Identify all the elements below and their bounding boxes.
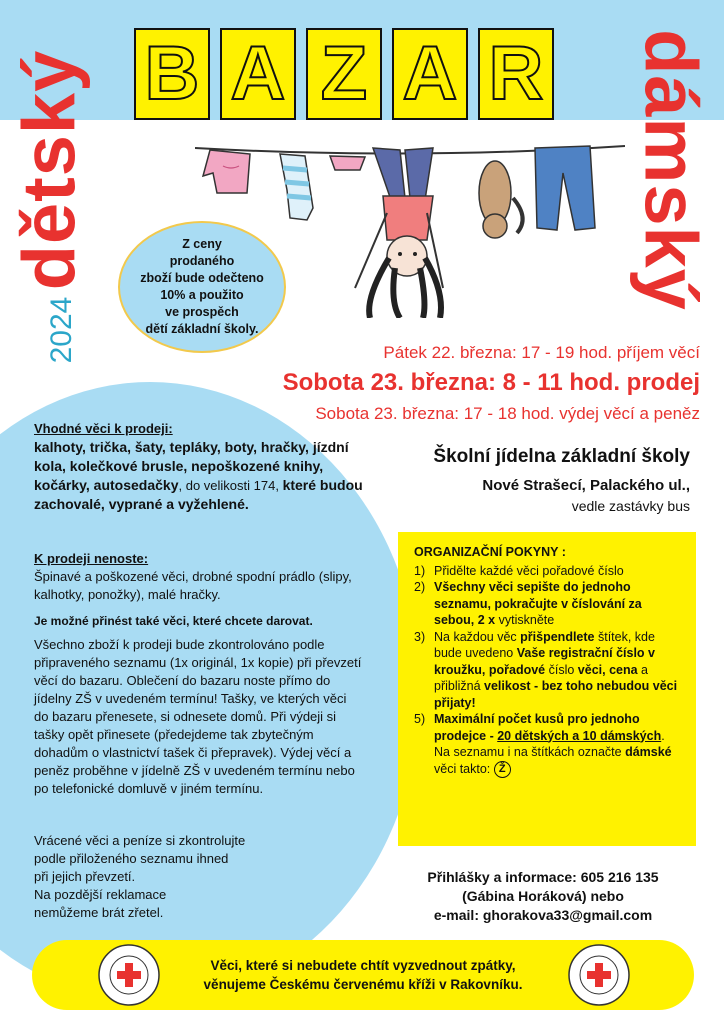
vertical-title-right: dámský (629, 29, 713, 311)
title-letter-r: R (478, 28, 554, 120)
return-check-paragraph: Vrácené věci a peníze si zkontrolujte podle přiloženého seznamu ihned při jejich převzetí. Na pozdější reklamace nemůžeme brát zřetel. (34, 833, 246, 920)
charity-bubble: Z ceny prodaného zboží bude odečteno 10% a použito ve prospěch dětí základní školy. (118, 221, 286, 353)
red-cross-logo-left-icon (96, 942, 162, 1008)
not-accepted-block: K prodeji nenoste: Špinavé a poškozené věci, drobné spodní prádlo (slipy, kalhotky, ponožky), malé hračky. (34, 551, 352, 602)
instruction-1: 1) Přidělte každé věci pořadové číslo (414, 563, 624, 578)
instruction-5: 5) Maximální počet kusů pro jednoho prodejce - 20 dětských a 10 dámských. Na seznamu i na štítkách označte dámské věci takto: Ž (414, 711, 684, 778)
schedule-sale: Sobota 23. března: 8 - 11 hod. prodej (282, 369, 700, 396)
inspection-paragraph: Všechno zboží k prodeji bude zkontrolováno podle připraveného seznamu (1x originál, 1x kopie) při převzetí věcí do bazaru. Oblečení do bazaru noste přímo do jídelny ZŠ v uvedeném termínu! Tašky, ve kterých věci do bazaru přenesete, si odnesete domů. Při výdeji si tašky opět přinesete (předejdeme tak zbytečným dohadům o vlastnictví tašek či přepravek). Výdej věcí a peněz proběhne v jídelně ZŠ v uvedeném termínu nebo po telefonické domluvě v jiném termínu. (34, 637, 362, 796)
title-letter-a1: A (220, 28, 296, 120)
schedule-intake: Pátek 22. března: 17 - 19 hod. příjem věcí (383, 343, 700, 362)
footer-donation-note: Věci, které si nebudete chtít vyzvednout zpátky, věnujeme Českému červenému kříži v Rakovníku. (32, 940, 694, 1010)
suitable-items-block: Vhodné věci k prodeji: kalhoty, trička, šaty, tepláky, boty, hračky, jízdní kola, kolečkové brusle, nepoškozené knihy, kočárky, autosedačky, do velikosti 174, které budou zachovalé, vyprané a vyžehlené. (34, 421, 363, 512)
jeans-icon (535, 146, 595, 230)
venue-address: Nové Strašecí, Palackého ul., (482, 477, 690, 494)
donate-note: Je možné přinést také věci, které chcete darovat. (34, 614, 313, 628)
venue-name: Školní jídelna základní školy (433, 446, 690, 467)
venue-note: vedle zastávky bus (571, 498, 690, 514)
title-letter-b: B (134, 28, 210, 120)
vertical-title-left: dětský (7, 49, 91, 291)
instruction-2: 2) Všechny věci sepište do jednoho seznamu, pokračujte v číslování za sebou, 2 x vytiskněte (414, 580, 642, 627)
instruction-3: 3) Na každou věc přišpendlete štítek, kde bude uvedeno Vaše registrační číslo v kroužku, pořadové číslo věci, cena a přibližná velikost - bez toho nebudou věci přijaty! (414, 629, 678, 710)
title-letter-z: Z (306, 28, 382, 120)
pink-underwear-icon (330, 156, 365, 170)
organization-instructions: ORGANIZAČNÍ POKYNY : 1) Přidělte každé věci pořadové číslo 2) Všechny věci sepište do jednoho seznamu, pokračujte v číslování za sebou, 2 x vytiskněte 3) Na každou věc přišpendlete štítek, kde bude uvedeno Vaše registrační číslo v kroužku, pořadové číslo věci, cena a přibližná velikost - bez toho nebudou věci přijaty! 5) Maximální počet kusů pro jednoho prodejce - 20 dětských a 10 dámských. Na seznamu i na štítkách označte dámské věci takto: Ž (398, 532, 696, 846)
year-label: 2024 (45, 296, 78, 364)
schedule-return: Sobota 23. března: 17 - 18 hod. výdej věcí a peněz (315, 404, 700, 423)
title-letter-a2: A (392, 28, 468, 120)
girl-hanging-icon (355, 148, 443, 318)
pink-shirt-icon (203, 150, 250, 193)
cat-icon (479, 161, 523, 238)
contact-info: Přihlášky a informace: 605 216 135 (Gábina Horáková) nebo e-mail: ghorakova33@gmail.com (427, 869, 659, 923)
striped-sock-icon (280, 154, 313, 220)
ladies-mark-icon: Ž (494, 761, 511, 778)
red-cross-logo-right-icon (566, 942, 632, 1008)
